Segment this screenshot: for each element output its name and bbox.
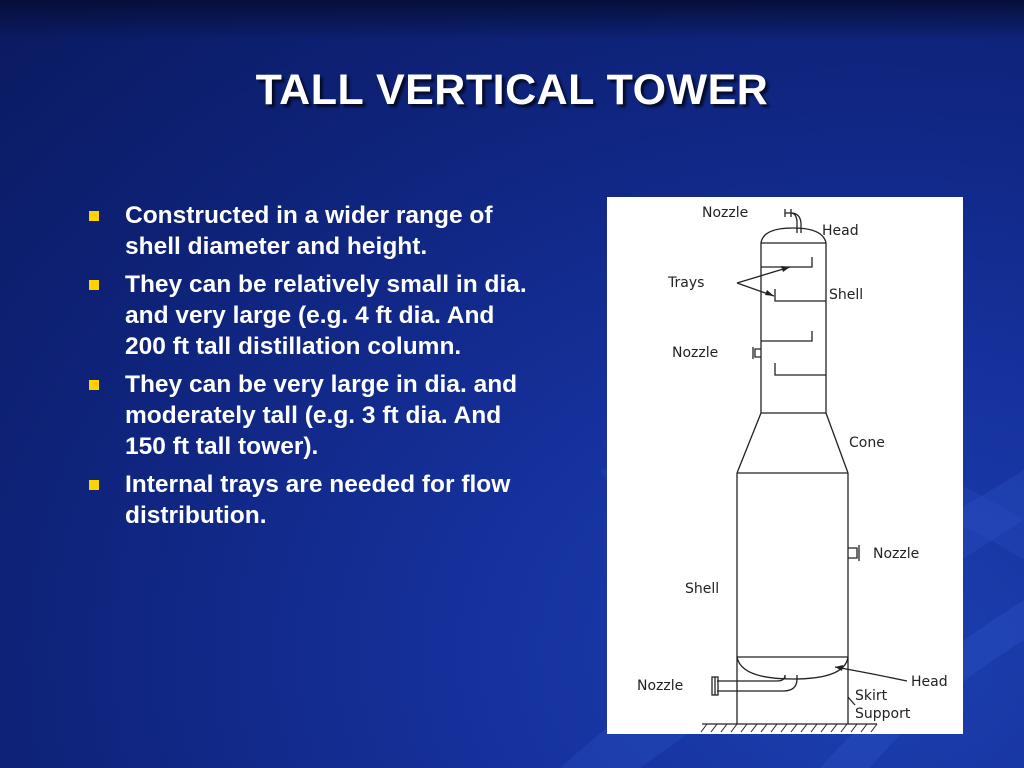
- label-nozzle-left: Nozzle: [672, 345, 719, 361]
- bullet-text: Constructed in a wider range of shell diameter and height.: [125, 202, 493, 260]
- slide-title: TALL VERTICAL TOWER: [255, 66, 769, 114]
- tray: [761, 257, 812, 267]
- cone-left: [737, 413, 761, 473]
- label-trays: Trays: [668, 275, 705, 291]
- square-bullet-icon: [89, 211, 99, 221]
- bullet-text: They can be relatively small in dia. and very large (e.g. 4 ft dia. And 200 ft tall distillation column.: [125, 271, 527, 360]
- tower-diagram-svg: [607, 197, 963, 734]
- left-nozzle: [755, 349, 761, 357]
- label-skirt: Skirt: [855, 688, 888, 704]
- bullet-text: Internal trays are needed for flow distribution.: [125, 471, 511, 529]
- label-cone: Cone: [849, 435, 885, 451]
- cone-right: [826, 413, 848, 473]
- bullet-item: [88, 369, 528, 462]
- bullet-item: [88, 469, 528, 531]
- top-head: [761, 228, 826, 243]
- label-nozzle-bottom: Nozzle: [637, 678, 684, 694]
- arrow-head: [781, 266, 790, 272]
- right-nozzle: [848, 548, 857, 558]
- label-shell-lower: Shell: [685, 581, 720, 597]
- bullet-item: [88, 269, 528, 362]
- arrow-head: [765, 290, 774, 296]
- bullet-item: [88, 200, 528, 262]
- bottom-head: [737, 657, 848, 679]
- bullet-text: They can be very large in dia. and moderately tall (e.g. 3 ft dia. And 150 ft tall tower).: [125, 371, 518, 460]
- label-support: Support: [855, 706, 911, 722]
- bullet-list: [88, 200, 528, 538]
- bottom-nozzle-pipe: [717, 675, 797, 691]
- label-nozzle-top: Nozzle: [702, 205, 749, 221]
- label-shell-upper: Shell: [829, 287, 864, 303]
- label-head-bottom: Head: [911, 674, 948, 690]
- tray: [775, 363, 826, 375]
- tray: [775, 289, 826, 301]
- top-dark-band: [0, 0, 1024, 40]
- tower-diagram: [607, 197, 963, 734]
- square-bullet-icon: [89, 280, 99, 290]
- tray: [761, 331, 812, 341]
- label-nozzle-right: Nozzle: [873, 546, 920, 562]
- square-bullet-icon: [89, 480, 99, 490]
- label-head-top: Head: [822, 223, 859, 239]
- square-bullet-icon: [89, 380, 99, 390]
